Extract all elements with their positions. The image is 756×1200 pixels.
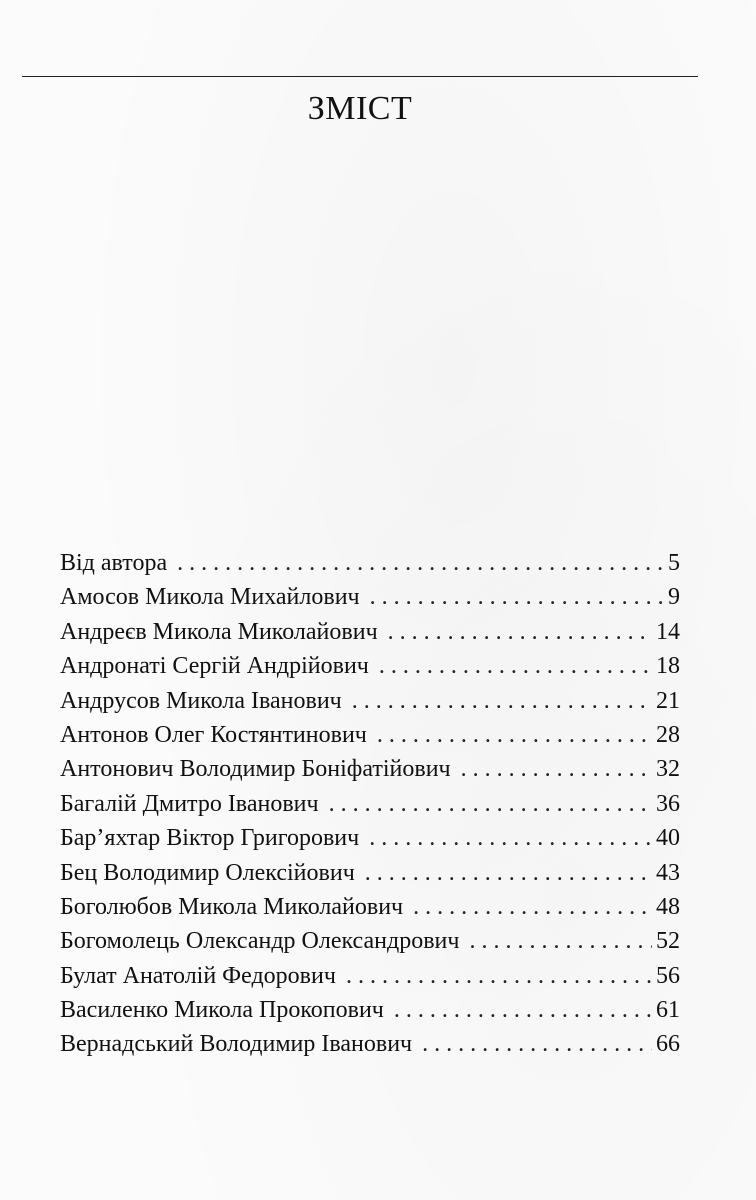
toc-entry	[60, 752, 680, 786]
toc-entry	[60, 546, 680, 580]
table-of-contents	[60, 546, 680, 1062]
toc-entry	[60, 1027, 680, 1061]
dot-leader	[177, 546, 664, 580]
toc-entry-title: Василенко Микола Прокопович	[60, 997, 384, 1024]
header-rule	[22, 76, 698, 77]
toc-entry-title: Амосов Микола Михайлович	[60, 584, 360, 611]
toc-entry	[60, 924, 680, 958]
dot-leader	[469, 924, 652, 958]
toc-entry-title: Андронаті Сергій Андрійович	[60, 653, 369, 680]
dot-leader	[346, 959, 652, 993]
toc-entry-page: 5	[668, 550, 680, 576]
toc-entry-title: Антонов Олег Костянтинович	[60, 721, 367, 748]
toc-entry	[60, 615, 680, 649]
toc-entry	[60, 856, 680, 890]
toc-entry-title: Боголюбов Микола Миколайович	[60, 893, 404, 920]
toc-entry-page: 61	[656, 997, 680, 1024]
toc-entry-title: Андрусов Микола Іванович	[60, 687, 342, 714]
toc-entry-title: Богомолець Олександр Олександрович	[60, 928, 460, 955]
dot-leader	[388, 615, 652, 649]
dot-leader	[422, 1027, 652, 1061]
toc-entry-page: 36	[656, 790, 680, 817]
dot-leader	[370, 580, 664, 614]
toc-entry	[60, 993, 680, 1027]
toc-entry-title: Андреєв Микола Миколайович	[60, 618, 378, 645]
toc-entry	[60, 649, 680, 683]
page-title: ЗМІСТ	[307, 90, 413, 127]
dot-leader	[369, 821, 652, 855]
toc-entry-page: 56	[656, 962, 680, 989]
toc-entry-title: Антонович Володимир Боніфатійович	[60, 756, 451, 783]
toc-entry-page: 18	[656, 653, 680, 680]
dot-leader	[329, 787, 652, 821]
toc-entry	[60, 890, 680, 924]
toc-entry-title: Бар’яхтар Віктор Григорович	[60, 825, 360, 852]
dot-leader	[379, 649, 652, 683]
toc-entry-title: Бец Володимир Олексійович	[60, 859, 355, 886]
dot-leader	[352, 684, 652, 718]
toc-entry	[60, 821, 680, 855]
toc-entry-page: 9	[668, 584, 680, 611]
toc-entry-page: 48	[656, 893, 680, 920]
toc-entry-title: Від автора	[60, 550, 168, 576]
toc-entry-page: 14	[656, 618, 680, 645]
toc-entry-page: 43	[656, 859, 680, 886]
toc-entry-title: Вернадський Володимир Іванович	[60, 1031, 413, 1058]
toc-entry-page: 28	[656, 721, 680, 748]
toc-entry-page: 40	[656, 825, 680, 852]
toc-entry	[60, 787, 680, 821]
dot-leader	[394, 993, 652, 1027]
dot-leader	[461, 752, 652, 786]
toc-entry-page: 66	[656, 1031, 680, 1058]
toc-entry	[60, 684, 680, 718]
toc-entry	[60, 580, 680, 614]
toc-entry	[60, 718, 680, 752]
dot-leader	[365, 856, 652, 890]
toc-entry-title: Багалій Дмитро Іванович	[60, 790, 319, 817]
dot-leader	[413, 890, 652, 924]
toc-entry-page: 21	[656, 687, 680, 714]
toc-entry-title: Булат Анатолій Федорович	[60, 962, 336, 989]
toc-entry-page: 32	[656, 756, 680, 783]
dot-leader	[377, 718, 652, 752]
toc-entry	[60, 959, 680, 993]
toc-entry-page: 52	[656, 928, 680, 955]
